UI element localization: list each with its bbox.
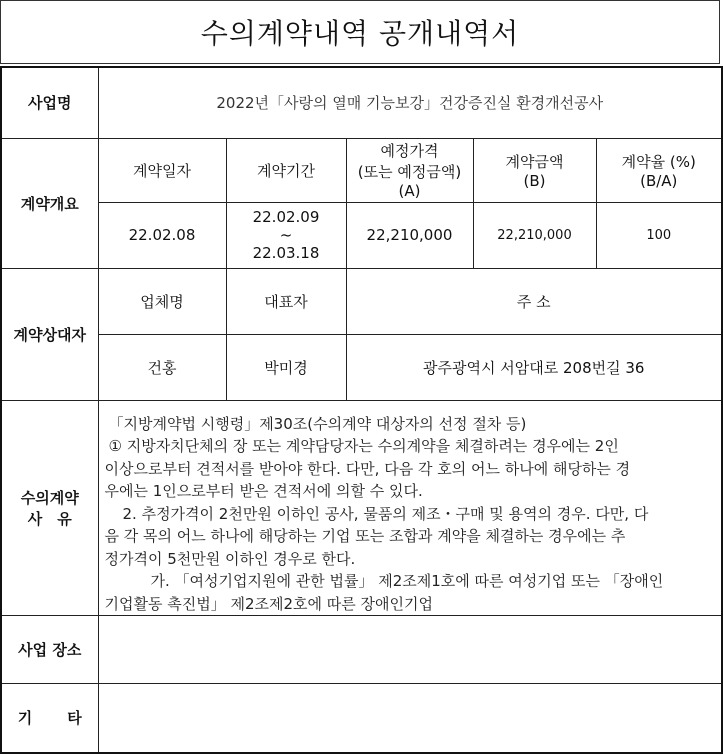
contract-period-value <box>226 202 346 268</box>
estimate-header-line1: 예정가격 <box>380 142 439 160</box>
location-label: 사업 장소 <box>1 616 98 684</box>
period-separator: ~ <box>279 226 293 244</box>
reason-line: 「지방계약법 시행령」제30조(수의계약 대상자의 선정 절차 등) <box>108 414 527 433</box>
period-end: 22.03.18 <box>252 244 320 262</box>
reason-label-yu: 유 <box>57 509 72 528</box>
etc-row <box>1 684 722 753</box>
reason-label-line2 <box>28 508 72 529</box>
estimate-price-header <box>346 138 473 202</box>
document-title-box <box>0 0 720 64</box>
reason-line: 이상으로부터 견적서를 받아야 한다. 다만, 다음 각 호의 어느 하나에 해당하는 경 <box>104 459 631 478</box>
contract-period-header: 계약기간 <box>226 138 346 202</box>
project-name: 2022년「사랑의 열매 기능보강」건강증진실 환경개선공사 <box>98 67 722 138</box>
counterparty-header-row <box>1 268 722 334</box>
address-value: 광주광역시 서암대로 208번길 36 <box>346 334 722 400</box>
contract-disclosure-table <box>0 66 723 754</box>
estimate-header-line2: (또는 예정금액) <box>357 163 462 181</box>
etc-label <box>1 684 98 753</box>
company-name-header: 업체명 <box>98 268 226 334</box>
contract-date-header: 계약일자 <box>98 138 226 202</box>
contract-label: 계약개요 <box>1 138 98 268</box>
reason-label <box>1 400 98 616</box>
reason-label-sa: 사 <box>27 509 43 528</box>
contract-amount-value: 22,210,000 <box>473 202 596 268</box>
ceo-header: 대표자 <box>226 268 346 334</box>
etc-label-spread <box>18 707 82 728</box>
project-label: 사업명 <box>1 67 98 138</box>
contract-date-value: 22.02.08 <box>98 202 226 268</box>
reason-label-line1: 수의계약 <box>20 488 79 507</box>
reason-line: 가. 「여성기업지원에 관한 법률」 제2조제1호에 따른 여성기업 또는 「장애인 <box>150 572 664 590</box>
estimate-price-value: 22,210,000 <box>346 202 473 268</box>
ceo-value: 박미경 <box>226 334 346 400</box>
location-row <box>1 616 722 684</box>
contract-amount-header <box>473 138 596 202</box>
company-name-value: 건홍 <box>98 334 226 400</box>
reason-line: 정가격이 5천만원 이하인 경우로 한다. <box>104 549 356 568</box>
contract-values-row <box>1 202 722 268</box>
contract-rate-header <box>596 138 722 202</box>
address-header: 주 소 <box>346 268 722 334</box>
etc-value <box>98 684 722 753</box>
location-value <box>98 616 722 684</box>
etc-label-ta: 타 <box>67 709 82 728</box>
etc-label-gi: 기 <box>17 709 33 728</box>
estimate-header-line3: (A) <box>398 182 421 200</box>
reason-row <box>1 400 722 616</box>
project-row <box>1 67 722 138</box>
amount-header-line1: 계약금액 <box>505 152 564 171</box>
amount-header-line2: (B) <box>523 171 546 190</box>
contract-header-row <box>1 138 722 202</box>
reason-line: 음 각 목의 어느 하나에 해당하는 기업 또는 조합과 계약을 체결하는 경우에는 추 <box>104 527 626 545</box>
reason-line: 2. 추정가격이 2천만원 이하인 공사, 물품의 제조・구매 및 용역의 경우. 다만, 다 <box>122 504 649 523</box>
contract-rate-value: 100 <box>596 202 722 268</box>
period-start: 22.02.09 <box>252 208 320 226</box>
counterparty-label: 계약상대자 <box>1 268 98 400</box>
reason-text <box>98 400 722 616</box>
reason-line: 우에는 1인으로부터 받은 견적서에 의할 수 있다. <box>104 482 423 500</box>
rate-header-line2: (B/A) <box>640 171 678 190</box>
counterparty-values-row <box>1 334 722 400</box>
reason-line: ① 지방자치단체의 장 또는 계약담당자는 수의계약을 체결하려는 경우에는 2인 <box>108 437 619 455</box>
document-title: 수의계약내역 공개내역서 <box>200 17 520 50</box>
rate-header-line1: 계약율 (%) <box>621 152 696 171</box>
reason-line: 기업활동 촉진법」 제2조제2호에 따른 장애인기업 <box>104 594 433 613</box>
